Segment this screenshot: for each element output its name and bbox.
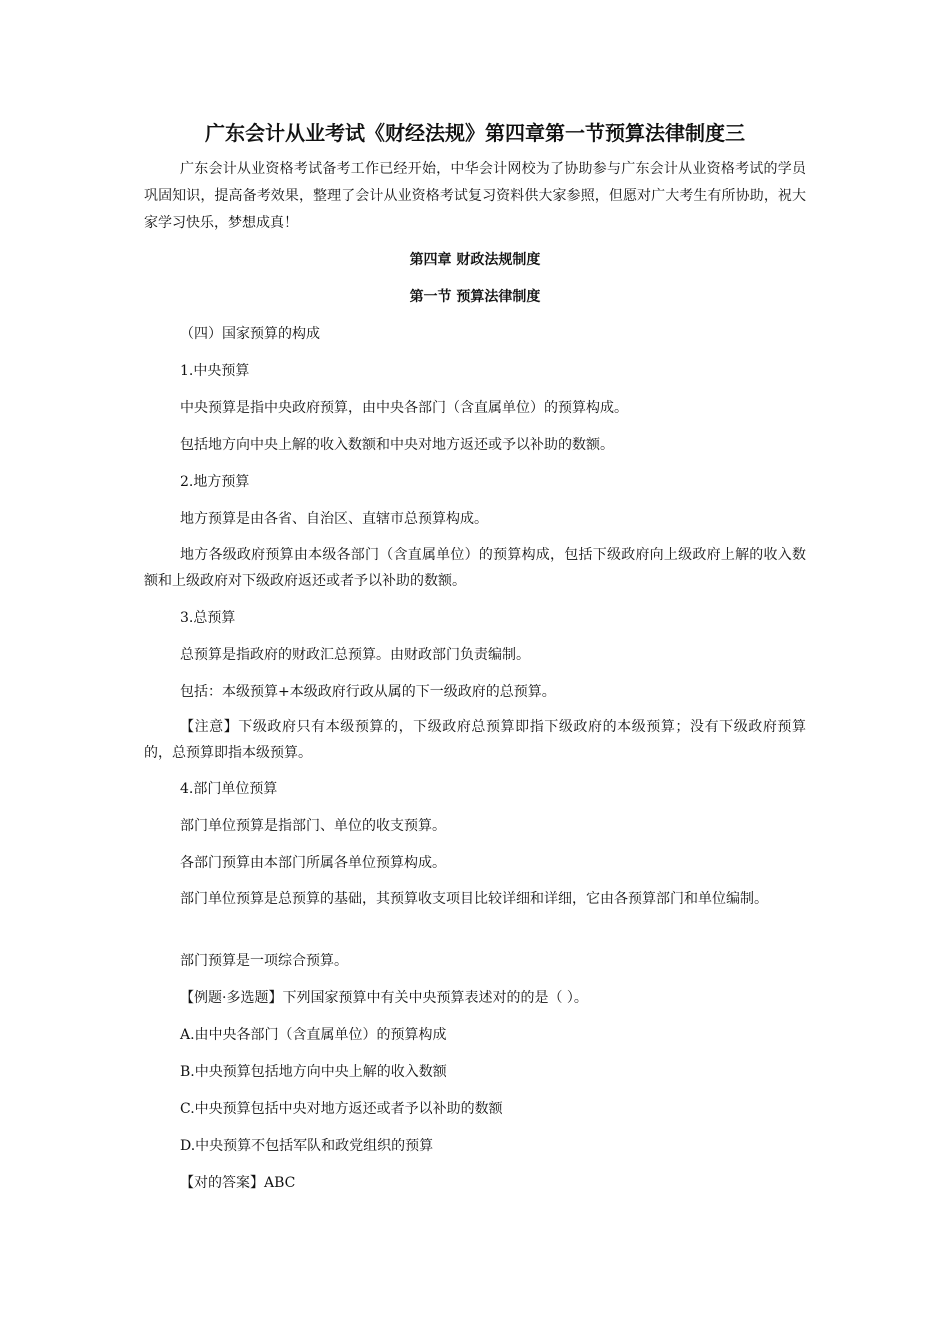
- paragraph: 各部门预算由本部门所属各单位预算构成。: [180, 855, 446, 871]
- document-title: 广东会计从业考试《财经法规》第四章第一节预算法律制度三: [205, 121, 745, 145]
- paragraph: 地方各级政府预算由本级各部门（含直属单位）的预算构成，包括下级政府向上级政府上解的收入数额和上级政府对下级政府返还或者予以补助的数额。: [144, 547, 806, 589]
- paragraph: 3.总预算: [180, 610, 236, 626]
- example-question: 【例题·多选题】下列国家预算中有关中央预算表述对的的是（ ）。: [180, 990, 588, 1006]
- option-c: C.中央预算包括中央对地方返还或者予以补助的数额: [180, 1101, 503, 1117]
- paragraph: 部门单位预算是指部门、单位的收支预算。: [180, 818, 446, 834]
- paragraph: 部门预算是一项综合预算。: [180, 953, 348, 969]
- paragraph: （四）国家预算的构成: [180, 326, 320, 342]
- paragraph: 总预算是指政府的财政汇总预算。由财政部门负责编制。: [180, 647, 530, 663]
- paragraph: 地方预算是由各省、自治区、直辖市总预算构成。: [180, 511, 488, 527]
- option-d: D.中央预算不包括军队和政党组织的预算: [180, 1138, 434, 1154]
- paragraph: 包括：本级预算+本级政府行政从属的下一级政府的总预算。: [180, 684, 556, 700]
- paragraph: 4.部门单位预算: [180, 781, 278, 797]
- answer: 【对的答案】ABC: [180, 1175, 296, 1191]
- option-a: A.由中央各部门（含直属单位）的预算构成: [180, 1027, 447, 1043]
- note-paragraph: 【注意】下级政府只有本级预算的，下级政府总预算即指下级政府的本级预算；没有下级政府预算的，总预算即指本级预算。: [144, 719, 806, 761]
- paragraph: 部门单位预算是总预算的基础，其预算收支项目比较详细和详细，它由各预算部门和单位编制。: [180, 891, 768, 907]
- section-heading: 第一节 预算法律制度: [409, 289, 541, 305]
- paragraph: 中央预算是指中央政府预算，由中央各部门（含直属单位）的预算构成。: [180, 400, 628, 416]
- intro-paragraph: 广东会计从业资格考试备考工作已经开始，中华会计网校为了协助参与广东会计从业资格考试的学员巩固知识，提高备考效果，整理了会计从业资格考试复习资料供大家参照，但愿对广大考生有所协助，祝大家学习快乐，梦想成真！: [144, 161, 806, 231]
- chapter-heading: 第四章 财政法规制度: [409, 252, 541, 268]
- paragraph: 1.中央预算: [180, 363, 250, 379]
- paragraph: 2.地方预算: [180, 474, 250, 490]
- option-b: B.中央预算包括地方向中央上解的收入数额: [180, 1064, 447, 1080]
- paragraph: 包括地方向中央上解的收入数额和中央对地方返还或予以补助的数额。: [180, 437, 614, 453]
